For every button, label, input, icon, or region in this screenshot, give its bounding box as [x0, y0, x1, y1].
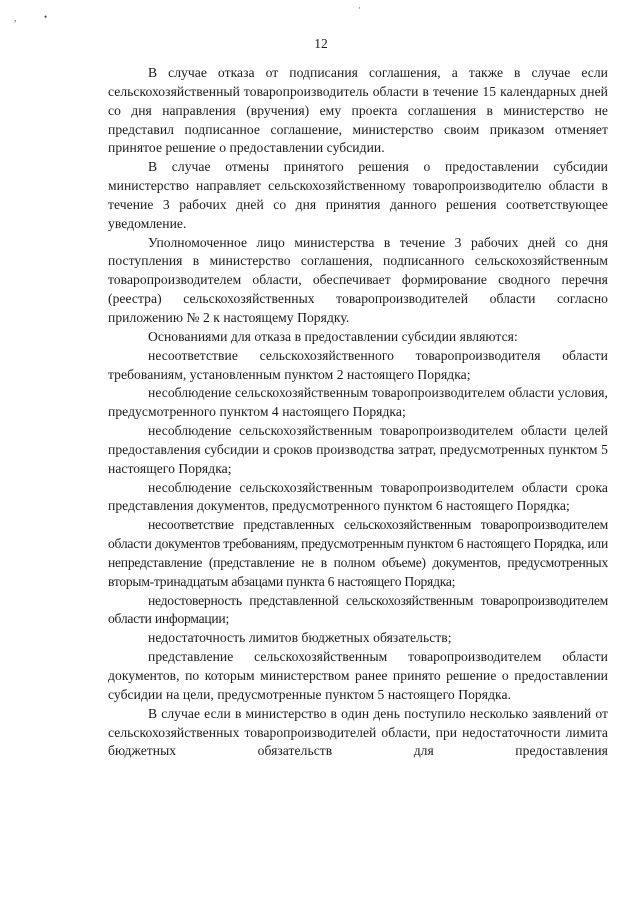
list-item-requirements-mismatch: несоответствие сельскохозяйственного товаропроизводителя области требованиям, установленным пунктом 2 настоящего Порядка; — [108, 347, 608, 382]
list-item-false-information: недостоверность представленной сельскохозяйственным товаропроизводителем области информации; — [108, 592, 608, 627]
corner-mark: , — [14, 13, 17, 23]
list-item-purpose-violation: несоблюдение сельскохозяйственным товаропроизводителем области целей предоставления субсидии и сроков производства затрат, предусмотренных пунктом 5 настоящего Порядка; — [108, 423, 608, 476]
paragraph-cancellation-notice: В случае отмены принятого решения о предоставлении субсидии министерство направляет сельскохозяйственному товаропроизводителю области в течение 3 рабочих дней со дня принятия данного решения соответствующее уведомление. — [108, 159, 608, 231]
document-body — [108, 64, 608, 761]
list-item-duplicate-documents: представление сельскохозяйственным товаропроизводителем области документов, по которым министерством ранее принято решение о предоставлении субсидии на цели, предусмотренные пунктом 5 настоящего Порядка. — [108, 649, 608, 702]
list-item-documents-mismatch: несоответствие представленных сельскохозяйственным товаропроизводителем области документов требованиям, предусмотренным пунктом 6 настоящего Порядка, или непредставление (представление не в полном объеме) документов, предусмотренных вторым-тринадцатым абзацами пункта 6 настоящего Порядка; — [108, 517, 608, 589]
list-item-condition-violation: несоблюдение сельскохозяйственным товаропроизводителем области условия, предусмотренного пунктом 4 настоящего Порядка; — [108, 385, 608, 420]
corner-mark: • — [44, 12, 48, 22]
paragraph-refusal-grounds-intro: Основаниями для отказа в предоставлении субсидии являются: — [148, 328, 518, 344]
paragraph-refusal-to-sign: В случае отказа от подписания соглашения, а также в случае если сельскохозяйственный товаропроизводитель области в течение 15 календарных дней со дня направления (вручения) ему проекта соглашения в министерство не представил подписанное соглашение, министерство своим приказом отменяет принятое решение о предоставлении субсидии. — [108, 65, 608, 156]
list-item-deadline-violation: несоблюдение сельскохозяйственным товаропроизводителем области срока представления документов, предусмотренного пунктом 6 настоящего Порядка; — [108, 479, 608, 514]
paragraph-registry-formation: Уполномоченное лицо министерства в течение 3 рабочих дней со дня поступления в министерство соглашения, подписанного сельскохозяйственным товаропроизводителем области, обеспечивает формирование сводного перечня (реестра) сельскохозяйственных товаропроизводителей области согласно приложению № 2 к настоящему Порядку. — [108, 234, 608, 325]
page-number: 12 — [314, 36, 328, 51]
corner-mark: · — [358, 3, 361, 13]
list-item-insufficient-limits: недостаточность лимитов бюджетных обязательств; — [148, 630, 452, 646]
paragraph-multiple-applications: В случае если в министерство в один день поступило несколько заявлений от сельскохозяйственных товаропроизводителей области, при недостаточности лимита бюджетных обязательств для предоставления — [108, 705, 608, 759]
